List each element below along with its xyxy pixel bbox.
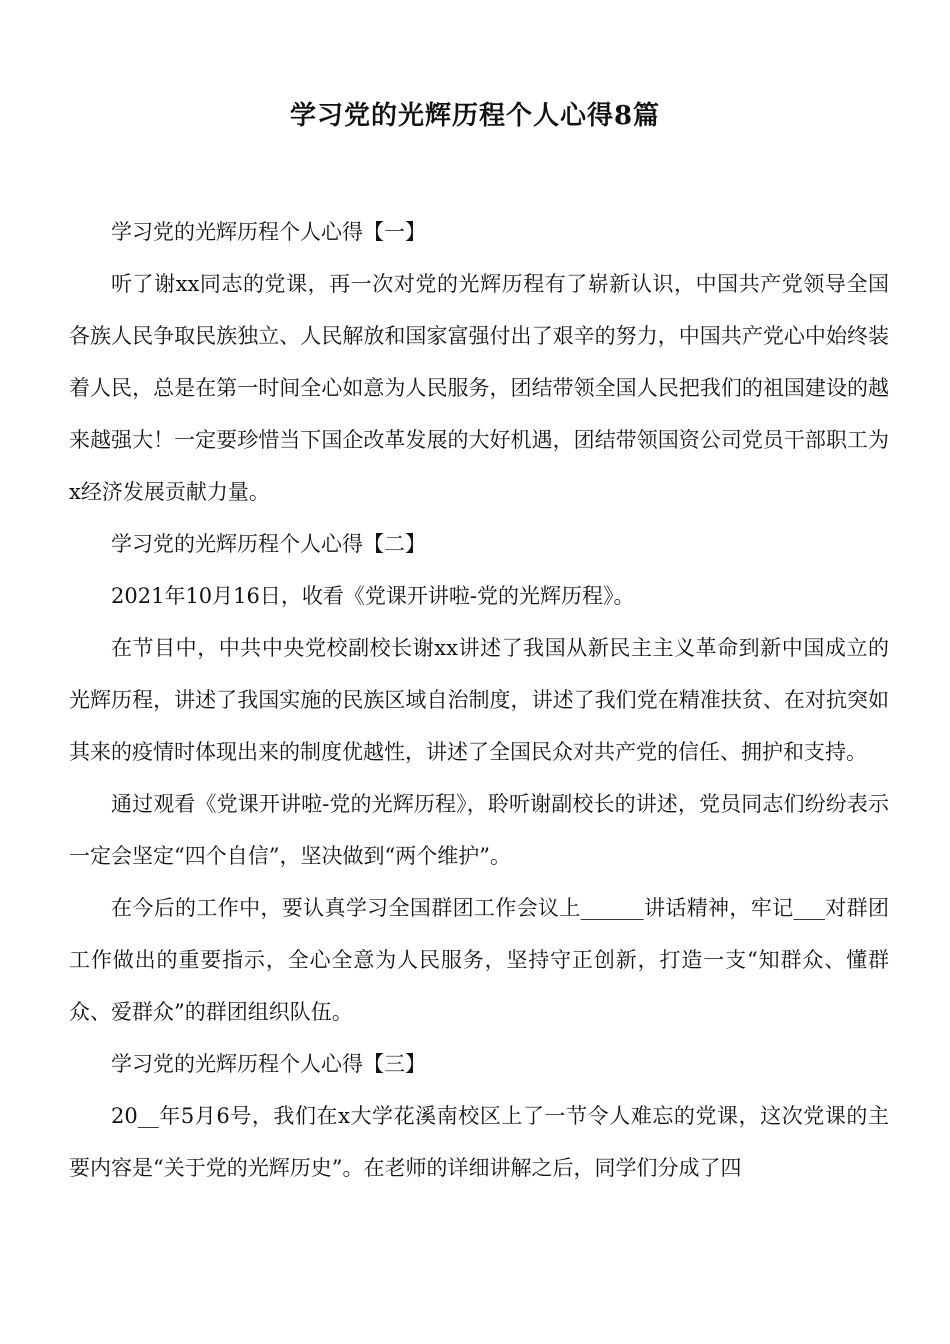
document-body [69, 206, 889, 1194]
paragraph: 20__年5月6号，我们在x大学花溪南校区上了一节令人难忘的党课，这次党课的主要内容是“关于党的光辉历史”。在老师的详细讲解之后，同学们分成了四 [69, 1104, 889, 1180]
paragraph: 听了谢xx同志的党课，再一次对党的光辉历程有了崭新认识，中国共产党领导全国各族人民争取民族独立、人民解放和国家富强付出了艰辛的努力，中国共产党心中始终装着人民，总是在第一时间全心如意为人民服务，团结带领全国人民把我们的祖国建设的越来越强大！一定要珍惜当下国企改革发展的大好机遇，团结带领国资公司党员干部职工为x经济发展贡献力量。 [69, 272, 889, 504]
section-heading-1: 学习党的光辉历程个人心得【一】 [111, 220, 426, 244]
document-title: 学习党的光辉历程个人心得8篇 [289, 101, 661, 131]
section-heading-2: 学习党的光辉历程个人心得【二】 [111, 532, 426, 556]
paragraph: 通过观看《党课开讲啦-党的光辉历程》，聆听谢副校长的讲述，党员同志们纷纷表示一定会坚定“四个自信”，坚决做到“两个维护”。 [69, 792, 889, 868]
paragraph: 在节目中，中共中央党校副校长谢xx讲述了我国从新民主主义革命到新中国成立的光辉历程，讲述了我国实施的民族区域自治制度，讲述了我们党在精准扶贫、在对抗突如其来的疫情时体现出来的制度优越性，讲述了全国民众对共产党的信任、拥护和支持。 [69, 636, 889, 764]
paragraph: 在今后的工作中，要认真学习全国群团工作会议上______讲话精神，牢记___对群团工作做出的重要指示，全心全意为人民服务，坚持守正创新，打造一支“知群众、懂群众、爱群众”的群团组织队伍。 [69, 896, 889, 1024]
section-heading-3: 学习党的光辉历程个人心得【三】 [111, 1052, 426, 1076]
paragraph: 2021年10月16日，收看《党课开讲啦-党的光辉历程》。 [111, 584, 635, 608]
